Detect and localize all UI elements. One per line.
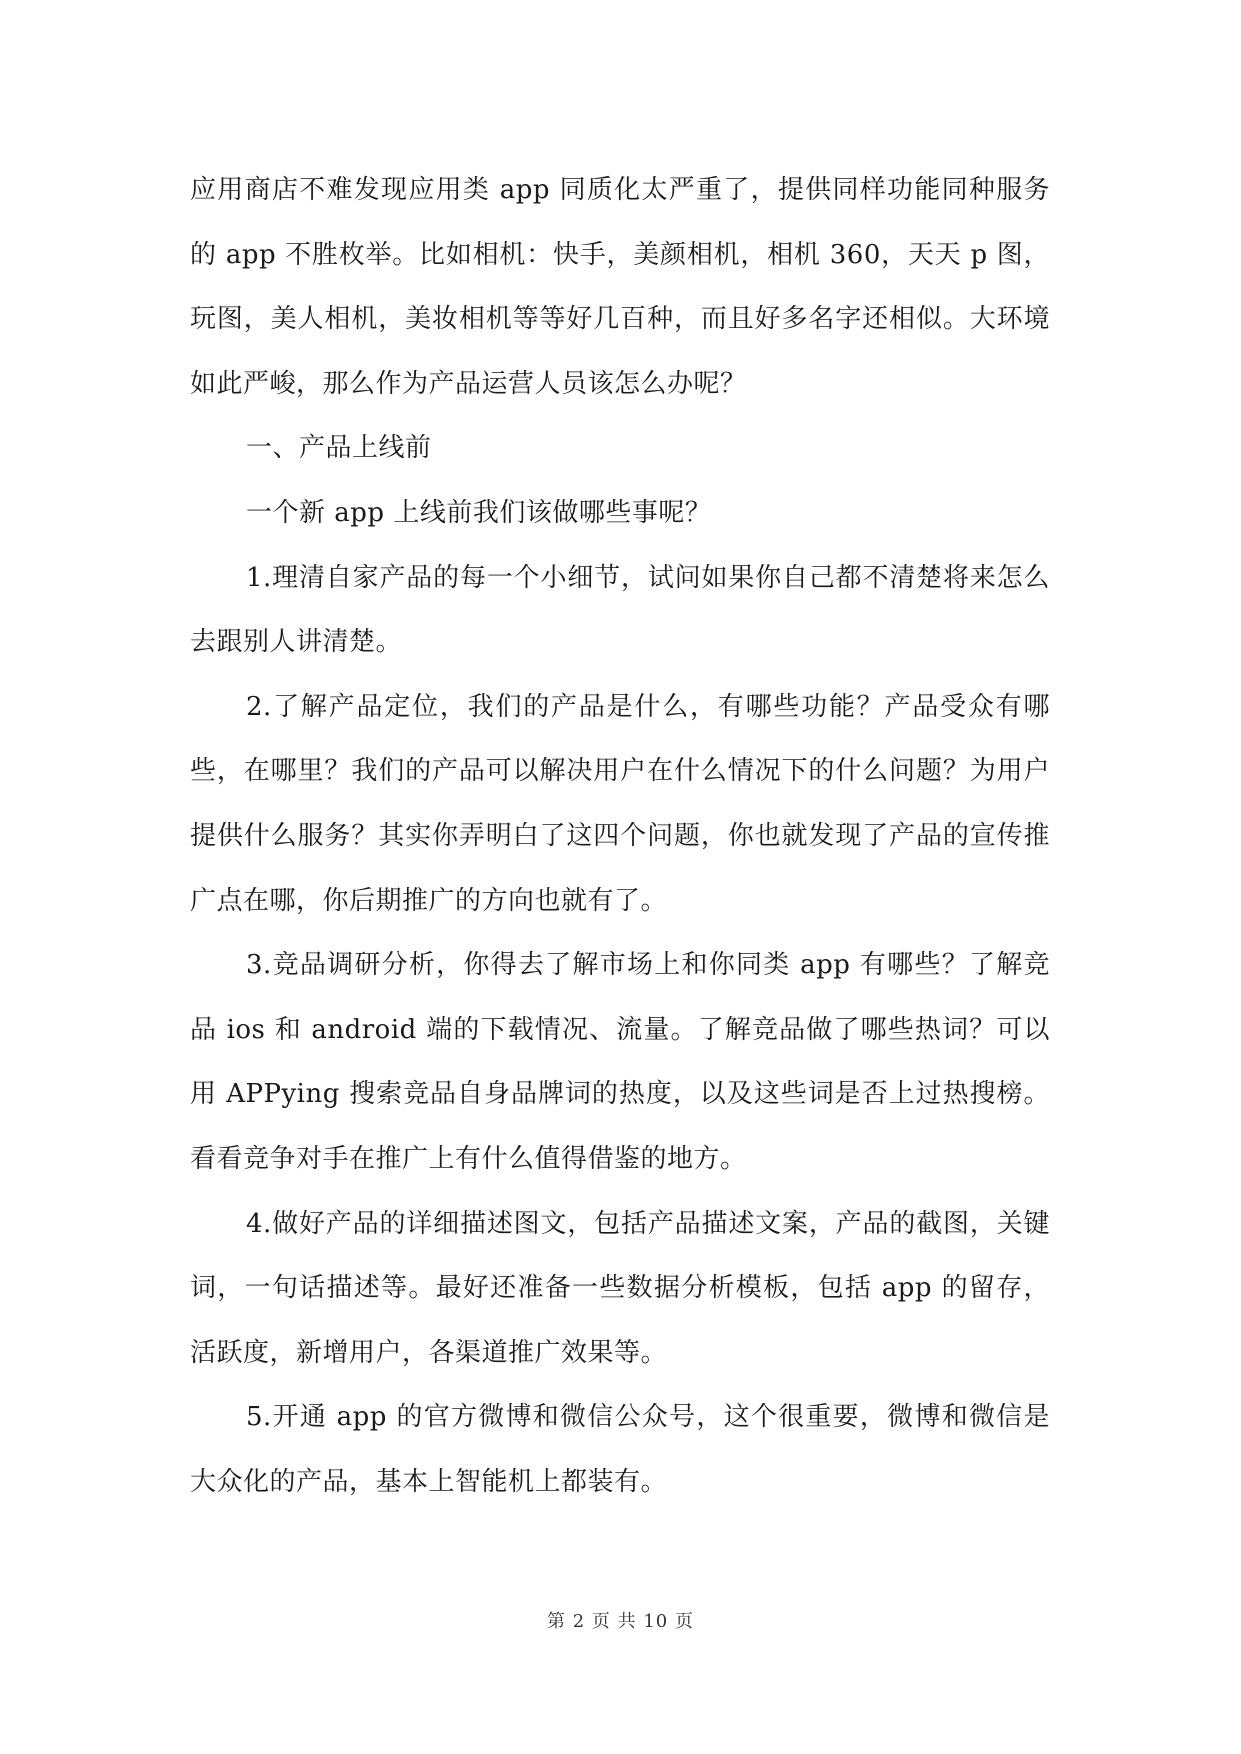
document-body	[190, 158, 1050, 1514]
paragraph-intro: 应用商店不难发现应用类 app 同质化太严重了，提供同样功能同种服务的 app 不胜枚举。比如相机：快手，美颜相机，相机 360，天天 p 图，玩图，美人相机，美妆相机等等好几百种，而且好多名字还相似。大环境如此严峻，那么作为产品运营人员该怎么办呢？	[190, 175, 1050, 399]
list-item-3: 3.竞品调研分析，你得去了解市场上和你同类 app 有哪些？了解竞品 ios 和 android 端的下载情况、流量。了解竞品做了哪些热词？可以用 APPying 搜索竞品自身品牌词的热度，以及这些词是否上过热搜榜。看看竞争对手在推广上有什么值得借鉴的地方。	[190, 950, 1050, 1174]
paragraph-question: 一个新 app 上线前我们该做哪些事呢？	[246, 497, 712, 528]
section-heading: 一、产品上线前	[246, 433, 432, 464]
list-item-2: 2.了解产品定位，我们的产品是什么，有哪些功能？产品受众有哪些，在哪里？我们的产品可以解决用户在什么情况下的什么问题？为用户提供什么服务？其实你弄明白了这四个问题，你也就发现了产品的宣传推广点在哪，你后期推广的方向也就有了。	[190, 691, 1050, 916]
page-footer: 第 2 页 共 10 页	[547, 1611, 694, 1632]
list-item-4: 4.做好产品的详细描述图文，包括产品描述文案，产品的截图，关键词，一句话描述等。最好还准备一些数据分析模板，包括 app 的留存，活跃度，新增用户，各渠道推广效果等。	[190, 1208, 1050, 1368]
list-item-5: 5.开通 app 的官方微博和微信公众号，这个很重要，微博和微信是大众化的产品，基本上智能机上都装有。	[190, 1402, 1050, 1497]
list-item-1: 1.理清自家产品的每一个小细节，试问如果你自己都不清楚将来怎么去跟别人讲清楚。	[190, 562, 1050, 658]
